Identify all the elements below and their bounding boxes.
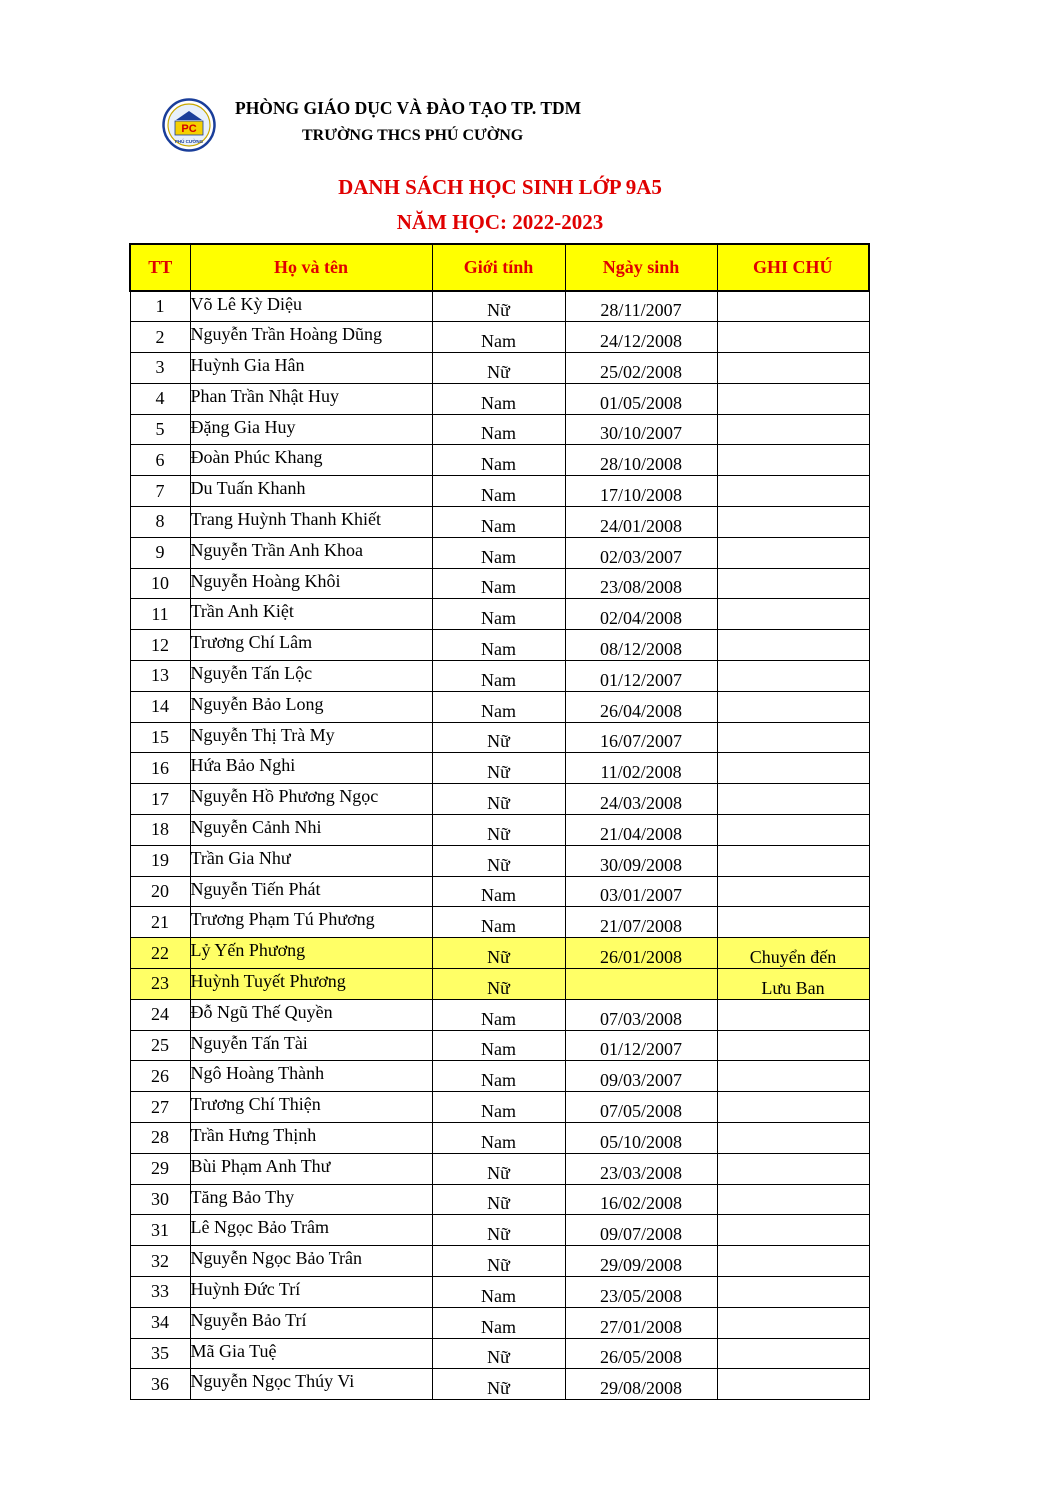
col-header-note: GHI CHÚ [717, 244, 869, 291]
cell-name: Trương Chí Thiện [190, 1092, 432, 1123]
cell-gender: Nam [432, 507, 565, 538]
cell-name: Đặng Gia Huy [190, 414, 432, 445]
cell-tt: 17 [130, 784, 190, 815]
cell-note [717, 999, 869, 1030]
cell-note [717, 1123, 869, 1154]
cell-gender: Nam [432, 1092, 565, 1123]
cell-gender: Nam [432, 876, 565, 907]
cell-tt: 18 [130, 815, 190, 846]
cell-note [717, 1215, 869, 1246]
cell-gender: Nữ [432, 845, 565, 876]
cell-note [717, 1246, 869, 1277]
cell-dob: 23/08/2008 [565, 568, 717, 599]
cell-tt: 36 [130, 1369, 190, 1400]
cell-note [717, 753, 869, 784]
cell-dob: 21/07/2008 [565, 907, 717, 938]
cell-name: Trần Hưng Thịnh [190, 1123, 432, 1154]
cell-gender: Nam [432, 383, 565, 414]
cell-note [717, 1307, 869, 1338]
cell-gender: Nam [432, 568, 565, 599]
cell-note [717, 599, 869, 630]
cell-note [717, 661, 869, 692]
cell-name: Nguyễn Tấn Tài [190, 1030, 432, 1061]
cell-note [717, 1184, 869, 1215]
cell-gender: Nam [432, 1277, 565, 1308]
table-row [130, 1123, 869, 1154]
cell-tt: 7 [130, 476, 190, 507]
cell-name: Nguyễn Hoàng Khôi [190, 568, 432, 599]
table-row [130, 661, 869, 692]
cell-tt: 28 [130, 1123, 190, 1154]
cell-tt: 3 [130, 353, 190, 384]
cell-tt: 21 [130, 907, 190, 938]
cell-name: Trần Anh Kiệt [190, 599, 432, 630]
cell-dob: 24/12/2008 [565, 322, 717, 353]
table-row [130, 383, 869, 414]
cell-dob: 09/03/2007 [565, 1061, 717, 1092]
cell-tt: 27 [130, 1092, 190, 1123]
cell-gender: Nữ [432, 1153, 565, 1184]
cell-gender: Nữ [432, 1246, 565, 1277]
cell-gender: Nam [432, 537, 565, 568]
cell-tt: 24 [130, 999, 190, 1030]
cell-dob: 02/03/2007 [565, 537, 717, 568]
table-row [130, 353, 869, 384]
table-row [130, 907, 869, 938]
cell-tt: 8 [130, 507, 190, 538]
cell-dob: 02/04/2008 [565, 599, 717, 630]
cell-tt: 9 [130, 537, 190, 568]
cell-gender: Nam [432, 630, 565, 661]
cell-note: Chuyển đến [717, 938, 869, 969]
cell-gender: Nữ [432, 1369, 565, 1400]
cell-dob: 09/07/2008 [565, 1215, 717, 1246]
table-row [130, 1277, 869, 1308]
table-row [130, 322, 869, 353]
table-row [130, 1092, 869, 1123]
cell-tt: 22 [130, 938, 190, 969]
table-body [130, 291, 869, 1400]
table-header-row [130, 244, 869, 291]
table-row [130, 691, 869, 722]
table-row [130, 1369, 869, 1400]
cell-dob: 30/10/2007 [565, 414, 717, 445]
cell-gender: Nam [432, 476, 565, 507]
cell-note [717, 353, 869, 384]
logo-letters: PC [181, 123, 197, 135]
table-row [130, 414, 869, 445]
cell-name: Nguyễn Hồ Phương Ngọc [190, 784, 432, 815]
cell-name: Mã Gia Tuệ [190, 1338, 432, 1369]
cell-gender: Nam [432, 1030, 565, 1061]
document-title: DANH SÁCH HỌC SINH LỚP 9A5 [338, 175, 662, 199]
cell-tt: 5 [130, 414, 190, 445]
cell-tt: 11 [130, 599, 190, 630]
table-row [130, 938, 869, 969]
cell-note [717, 291, 869, 322]
cell-note [717, 1338, 869, 1369]
cell-dob [565, 969, 717, 1000]
cell-dob: 28/11/2007 [565, 291, 717, 322]
cell-dob: 01/12/2007 [565, 1030, 717, 1061]
cell-name: Nguyễn Tiến Phát [190, 876, 432, 907]
cell-tt: 16 [130, 753, 190, 784]
table-row [130, 1153, 869, 1184]
cell-tt: 33 [130, 1277, 190, 1308]
cell-name: Đoàn Phúc Khang [190, 445, 432, 476]
cell-dob: 30/09/2008 [565, 845, 717, 876]
cell-tt: 29 [130, 1153, 190, 1184]
cell-tt: 34 [130, 1307, 190, 1338]
cell-name: Nguyễn Bảo Trí [190, 1307, 432, 1338]
cell-tt: 30 [130, 1184, 190, 1215]
cell-dob: 27/01/2008 [565, 1307, 717, 1338]
cell-dob: 17/10/2008 [565, 476, 717, 507]
table-row [130, 815, 869, 846]
cell-gender: Nam [432, 1061, 565, 1092]
cell-dob: 29/09/2008 [565, 1246, 717, 1277]
cell-dob: 26/04/2008 [565, 691, 717, 722]
cell-dob: 07/03/2008 [565, 999, 717, 1030]
cell-gender: Nữ [432, 1215, 565, 1246]
cell-tt: 31 [130, 1215, 190, 1246]
cell-gender: Nữ [432, 815, 565, 846]
cell-dob: 23/03/2008 [565, 1153, 717, 1184]
cell-name: Huỳnh Gia Hân [190, 353, 432, 384]
cell-note [717, 876, 869, 907]
table-row [130, 1061, 869, 1092]
table-row [130, 568, 869, 599]
cell-name: Nguyễn Trần Anh Khoa [190, 537, 432, 568]
cell-tt: 19 [130, 845, 190, 876]
cell-dob: 28/10/2008 [565, 445, 717, 476]
logo-text: PHÚ CƯỜNG [174, 139, 204, 144]
table-row [130, 1184, 869, 1215]
cell-note [717, 476, 869, 507]
cell-gender: Nữ [432, 1338, 565, 1369]
cell-dob: 24/01/2008 [565, 507, 717, 538]
cell-tt: 4 [130, 383, 190, 414]
table-row [130, 1338, 869, 1369]
cell-gender: Nam [432, 445, 565, 476]
cell-name: Lỷ Yến Phương [190, 938, 432, 969]
cell-dob: 11/02/2008 [565, 753, 717, 784]
cell-dob: 23/05/2008 [565, 1277, 717, 1308]
cell-gender: Nữ [432, 753, 565, 784]
cell-name: Nguyễn Tấn Lộc [190, 661, 432, 692]
school-year: NĂM HỌC: 2022-2023 [396, 210, 604, 234]
cell-dob: 03/01/2007 [565, 876, 717, 907]
cell-name: Nguyễn Trần Hoàng Dũng [190, 322, 432, 353]
cell-name: Trương Chí Lâm [190, 630, 432, 661]
cell-tt: 6 [130, 445, 190, 476]
cell-gender: Nam [432, 999, 565, 1030]
table-row [130, 630, 869, 661]
cell-tt: 35 [130, 1338, 190, 1369]
cell-dob: 07/05/2008 [565, 1092, 717, 1123]
cell-gender: Nam [432, 691, 565, 722]
col-header-dob: Ngày sinh [565, 244, 717, 291]
col-header-gender: Giới tính [432, 244, 565, 291]
table-row [130, 876, 869, 907]
school-name: TRƯỜNG THCS PHÚ CƯỜNG [302, 127, 524, 144]
cell-note [717, 445, 869, 476]
cell-note [717, 1092, 869, 1123]
cell-gender: Nữ [432, 353, 565, 384]
cell-tt: 12 [130, 630, 190, 661]
cell-gender: Nam [432, 599, 565, 630]
cell-name: Nguyễn Thị Trà My [190, 722, 432, 753]
cell-gender: Nam [432, 661, 565, 692]
cell-tt: 25 [130, 1030, 190, 1061]
school-logo [162, 98, 216, 152]
table-row [130, 476, 869, 507]
cell-note [717, 815, 869, 846]
table-row [130, 1030, 869, 1061]
cell-tt: 2 [130, 322, 190, 353]
cell-note [717, 1030, 869, 1061]
table-row [130, 1215, 869, 1246]
cell-dob: 26/01/2008 [565, 938, 717, 969]
student-table [129, 243, 870, 1400]
cell-name: Hứa Bảo Nghi [190, 753, 432, 784]
cell-gender: Nữ [432, 938, 565, 969]
cell-gender: Nam [432, 907, 565, 938]
cell-note [717, 1277, 869, 1308]
cell-note [717, 784, 869, 815]
cell-note [717, 907, 869, 938]
cell-name: Bùi Phạm Anh Thư [190, 1153, 432, 1184]
cell-name: Trương Phạm Tú Phương [190, 907, 432, 938]
cell-dob: 29/08/2008 [565, 1369, 717, 1400]
table-row [130, 1307, 869, 1338]
cell-note [717, 537, 869, 568]
cell-name: Nguyễn Bảo Long [190, 691, 432, 722]
table-row [130, 722, 869, 753]
cell-tt: 26 [130, 1061, 190, 1092]
cell-gender: Nữ [432, 722, 565, 753]
col-header-tt: TT [130, 244, 190, 291]
cell-tt: 23 [130, 969, 190, 1000]
table-row [130, 1246, 869, 1277]
table-row [130, 599, 869, 630]
cell-note [717, 414, 869, 445]
cell-note [717, 1061, 869, 1092]
cell-dob: 26/05/2008 [565, 1338, 717, 1369]
cell-dob: 24/03/2008 [565, 784, 717, 815]
cell-gender: Nam [432, 322, 565, 353]
department-name: PHÒNG GIÁO DỤC VÀ ĐÀO TẠO TP. TDM [235, 98, 582, 118]
cell-name: Đỗ Ngũ Thế Quyền [190, 999, 432, 1030]
cell-tt: 32 [130, 1246, 190, 1277]
cell-dob: 08/12/2008 [565, 630, 717, 661]
table-row [130, 784, 869, 815]
cell-tt: 20 [130, 876, 190, 907]
cell-dob: 16/02/2008 [565, 1184, 717, 1215]
cell-note [717, 383, 869, 414]
table-row [130, 753, 869, 784]
cell-note [717, 568, 869, 599]
cell-note [717, 507, 869, 538]
cell-name: Huỳnh Tuyết Phương [190, 969, 432, 1000]
cell-gender: Nữ [432, 784, 565, 815]
cell-gender: Nữ [432, 1184, 565, 1215]
cell-name: Lê Ngọc Bảo Trâm [190, 1215, 432, 1246]
cell-dob: 01/05/2008 [565, 383, 717, 414]
cell-note [717, 1153, 869, 1184]
cell-tt: 14 [130, 691, 190, 722]
cell-dob: 01/12/2007 [565, 661, 717, 692]
table-row [130, 845, 869, 876]
cell-gender: Nữ [432, 969, 565, 1000]
cell-note: Lưu Ban [717, 969, 869, 1000]
table-row [130, 445, 869, 476]
cell-note [717, 322, 869, 353]
cell-name: Du Tuấn Khanh [190, 476, 432, 507]
cell-dob: 16/07/2007 [565, 722, 717, 753]
cell-name: Nguyễn Ngọc Thúy Vi [190, 1369, 432, 1400]
cell-note [717, 1369, 869, 1400]
col-header-name: Họ và tên [190, 244, 432, 291]
table-row [130, 999, 869, 1030]
cell-gender: Nam [432, 414, 565, 445]
cell-gender: Nữ [432, 291, 565, 322]
table-row [130, 969, 869, 1000]
cell-name: Tăng Bảo Thy [190, 1184, 432, 1215]
cell-note [717, 630, 869, 661]
cell-tt: 15 [130, 722, 190, 753]
cell-dob: 05/10/2008 [565, 1123, 717, 1154]
cell-dob: 21/04/2008 [565, 815, 717, 846]
cell-dob: 25/02/2008 [565, 353, 717, 384]
cell-gender: Nam [432, 1123, 565, 1154]
cell-note [717, 845, 869, 876]
cell-name: Huỳnh Đức Trí [190, 1277, 432, 1308]
table-row [130, 291, 869, 322]
cell-note [717, 722, 869, 753]
cell-tt: 1 [130, 291, 190, 322]
cell-name: Võ Lê Kỳ Diệu [190, 291, 432, 322]
table-row [130, 537, 869, 568]
cell-tt: 10 [130, 568, 190, 599]
cell-name: Ngô Hoàng Thành [190, 1061, 432, 1092]
cell-gender: Nam [432, 1307, 565, 1338]
cell-name: Phan Trần Nhật Huy [190, 383, 432, 414]
cell-name: Trang Huỳnh Thanh Khiết [190, 507, 432, 538]
cell-tt: 13 [130, 661, 190, 692]
cell-name: Nguyễn Ngọc Bảo Trân [190, 1246, 432, 1277]
cell-note [717, 691, 869, 722]
cell-name: Trần Gia Như [190, 845, 432, 876]
cell-name: Nguyễn Cảnh Nhi [190, 815, 432, 846]
table-row [130, 507, 869, 538]
